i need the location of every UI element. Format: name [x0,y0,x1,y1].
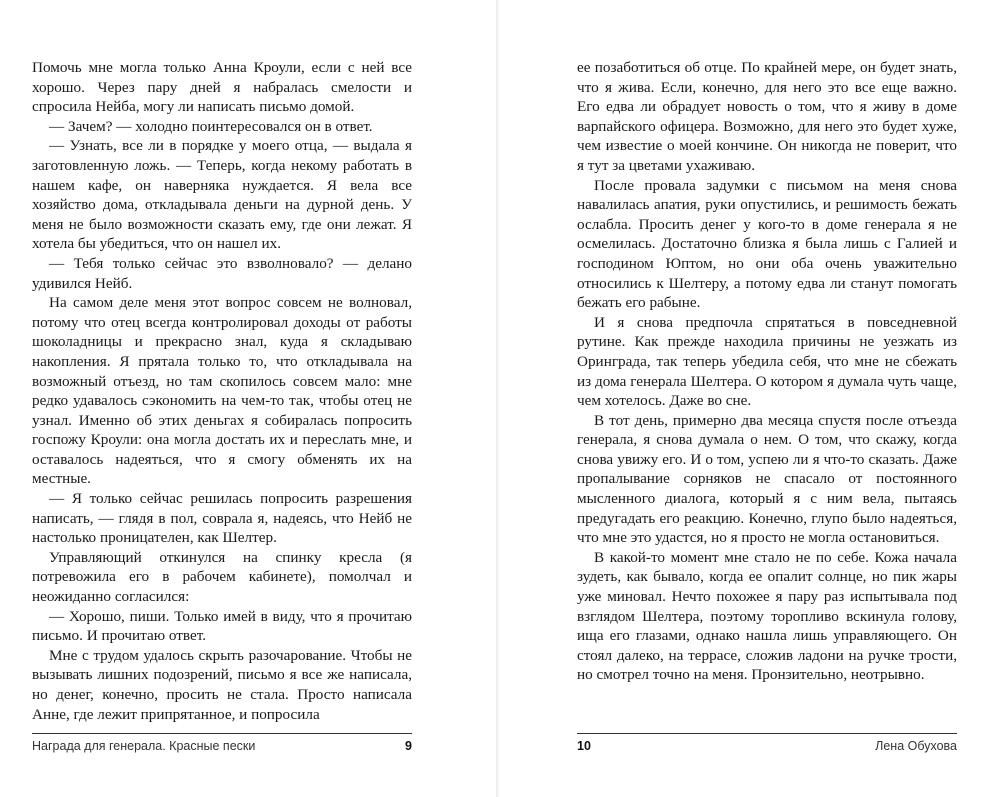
paragraph: — Узнать, все ли в порядке у моего отца, — выдала я заготовленную ложь. — Теперь, когда некому работать в нашем кафе, он наверняка нуждается. Я вела все хозяйство дома, откладывала деньги на дурной день. У меня не было возможности сказать ему, где они лежат. Я хотела бы убедиться, что он нашел их. [32,137,412,253]
right-page [499,0,996,797]
left-page-text [32,58,412,724]
paragraph: — Хорошо, пиши. Только имей в виду, что я прочитаю письмо. И прочитаю ответ. [32,607,412,645]
paragraph: — Я только сейчас решилась попросить разрешения написать, — глядя в пол, соврала я, надеясь, что Нейб не настолько проницателен, как Шелтер. [32,490,412,547]
paragraph: Помочь мне могла только Анна Кроули, если с ней все хорошо. Через пару дней я набралась смелости и спросила Нейба, могу ли написать письмо домой. [32,59,412,116]
paragraph: ее позаботиться об отце. По крайней мере, он будет знать, что я жива. Если, конечно, для него это все еще важно. Его едва ли обрадует новость о том, что я живу в доме варпайского офицера. Возможно, для него это будет хуже, чем известие о моей кончине. Он никогда не поверит, что я тут за цветами ухаживаю. [577,59,957,174]
left-page-footer [32,733,412,755]
page-number: 9 [405,739,412,753]
paragraph: В тот день, примерно два месяца спустя после отъезда генерала, я снова думала о нем. О том, что скажу, когда снова увижу его. И о том, успею ли я что-то сказать. Даже пропалывание сорняков не спасало от постоянного мысленного диалога, который я с ним вела, пытаясь предугадать его реакцию. Конечно, глупо было надеяться, что мне это удастся, но я просто не могла остановиться. [577,411,957,547]
paragraph: После провала задумки с письмом на меня снова навалилась апатия, руки опустились, и решимость бежать ослабла. Просить денег у кого-то в доме генерала я не осмелилась. Достаточно близка я была лишь с Галией и господином Юптом, но они оба очень уважительно относились к Шелтеру, а потому едва ли станут помогать бежать его рабыне. [577,176,957,312]
right-page-text [577,58,957,685]
paragraph: В какой-то момент мне стало не по себе. Кожа начала зудеть, как бывало, когда ее опалит солнце, но пик жары уже миновал. Нечто похожее я пару раз испытывала под взглядом Шелтера, поэтому торопливо вскинула голову, ища его глазами, однако нашла лишь управляющего. Он стоял далеко, на террасе, сложив ладони на ручке трости, но смотрел точно на меня. Пронзительно, неотрывно. [577,548,957,684]
paragraph: — Тебя только сейчас это взволновало? — делано удивился Нейб. [32,254,412,292]
paragraph: Мне с трудом удалось скрыть разочарование. Чтобы не вызывать лишних подозрений, письмо я все же написала, но денег, конечно, просить не стала. Просто написала Анне, где лежит припрятанное, и попросила [32,646,412,723]
book-title: Награда для генерала. Красные пески [32,739,256,753]
paragraph: — Зачем? — холодно поинтересовался он в ответ. [49,117,373,135]
paragraph: И я снова предпочла спрятаться в повседневной рутине. Как прежде находила причины не уезжать из Оринграда, так теперь убедила себя, что мне не сбежать из дома генерала Шелтера. О котором я думала чуть чаще, чем хотелось. Даже во сне. [577,313,957,410]
page-number: 10 [577,739,591,753]
left-page [0,0,497,797]
right-page-footer [577,733,957,755]
author-name: Лена Обухова [875,739,957,753]
paragraph: На самом деле меня этот вопрос совсем не волновал, потому что отец всегда контролировал доходы от работы шоколадницы и прекрасно знал, куда я складываю накопления. Я прятала только то, что откладывала на возможный отъезд, но там скопилось совсем мало: мне редко удавалось сэкономить на чем-то так, чтобы отец не узнал. Именно об этих деньгах я собиралась попросить госпожу Кроули: она могла достать их и переслать мне, и оставалось надеяться, что я смогу обменять их на местные. [32,294,412,488]
paragraph: Управляющий откинулся на спинку кресла (я потревожила его в рабочем кабинете), помолчал и неожиданно согласился: [32,548,412,606]
